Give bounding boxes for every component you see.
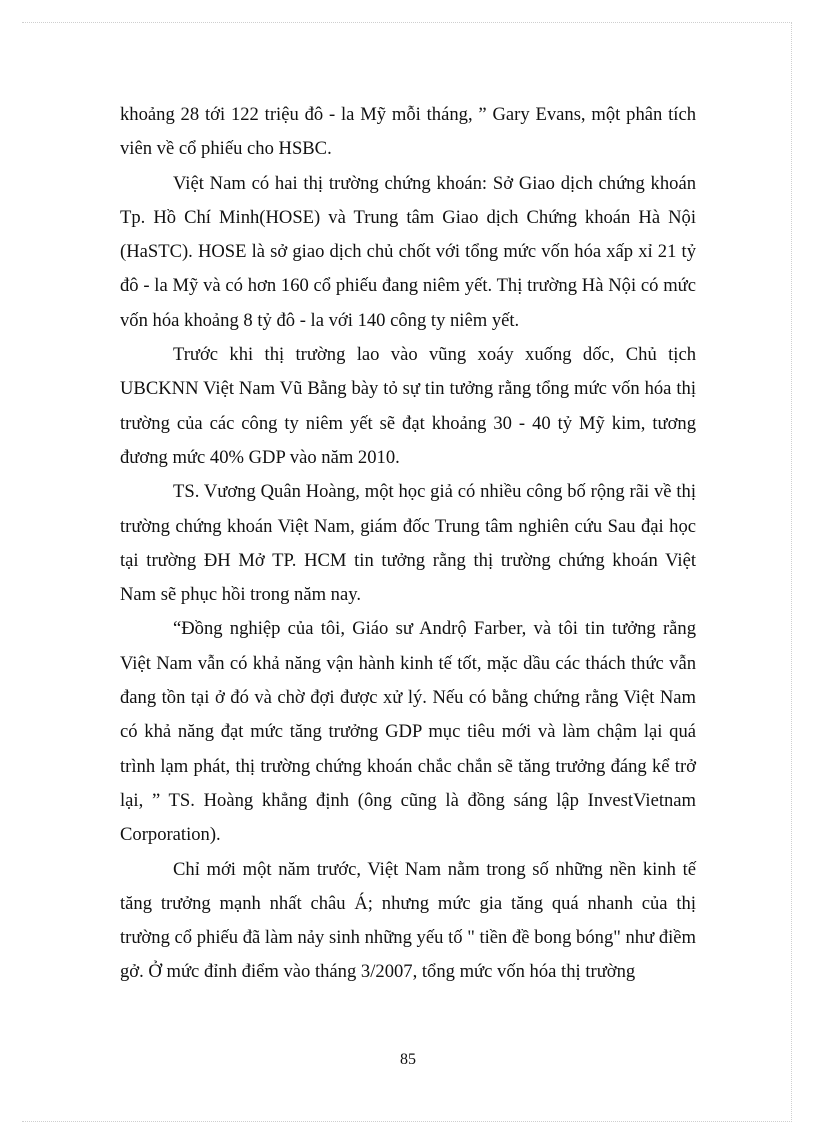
paragraph-2: Việt Nam có hai thị trường chứng khoán: Sở Giao dịch chứng khoán Tp. Hồ Chí Minh(HOSE) và Trung tâm Giao dịch Chứng khoán Hà Nội (HaSTC). HOSE là sở giao dịch chủ chốt với tổng mức vốn hóa xấp xỉ 21 tỷ đô - la Mỹ và có hơn 160 cổ phiếu đang niêm yết. Thị trường Hà Nội có mức vốn hóa khoảng 8 tỷ đô - la với 140 công ty niêm yết. <box>120 172 696 331</box>
paragraph-1: khoảng 28 tới 122 triệu đô - la Mỹ mỗi tháng, ” Gary Evans, một phân tích viên về cổ phiếu cho HSBC. <box>120 104 696 160</box>
paragraph-3: Trước khi thị trường lao vào vũng xoáy xuống dốc, Chủ tịch UBCKNN Việt Nam Vũ Bằng bày tỏ sự tin tưởng rằng tổng mức vốn hóa thị trường của các công ty niêm yết sẽ đạt khoảng 30 - 40 tỷ Mỹ kim, tương đương mức 40% GDP vào năm 2010. <box>120 344 696 468</box>
paragraph-4: TS. Vương Quân Hoàng, một học giả có nhiều công bố rộng rãi về thị trường chứng khoán Việt Nam, giám đốc Trung tâm nghiên cứu Sau đại học tại trường ĐH Mở TP. HCM tin tưởng rằng thị trường chứng khoán Việt Nam sẽ phục hồi trong năm nay. <box>120 481 696 606</box>
page-number: 85 <box>400 1051 416 1068</box>
document-body <box>120 98 696 990</box>
paragraph-5: “Đồng nghiệp của tôi, Giáo sư Andrộ Farber, và tôi tin tưởng rằng Việt Nam vẫn có khả năng vận hành kinh tế tốt, mặc dầu các thách thức vẫn đang tồn tại ở đó và chờ đợi được xử lý. Nếu có bằng chứng rằng Việt Nam có khả năng đạt mức tăng trưởng GDP mục tiêu mới và làm chậm lại quá trình lạm phát, thị trường chứng khoán chắc chắn sẽ tăng trưởng đáng kể trở lại, ” TS. Hoàng khẳng định (ông cũng là đồng sáng lập InvestVietnam Corporation). <box>120 618 696 846</box>
paragraph-6: Chỉ mới một năm trước, Việt Nam nằm trong số những nền kinh tế tăng trưởng mạnh nhất châu Á; nhưng mức gia tăng quá nhanh của thị trường cổ phiếu đã làm nảy sinh những yếu tố " tiền đề bong bóng" như điềm gở. Ở mức đỉnh điểm vào tháng 3/2007, tổng mức vốn hóa thị trường <box>120 858 696 983</box>
